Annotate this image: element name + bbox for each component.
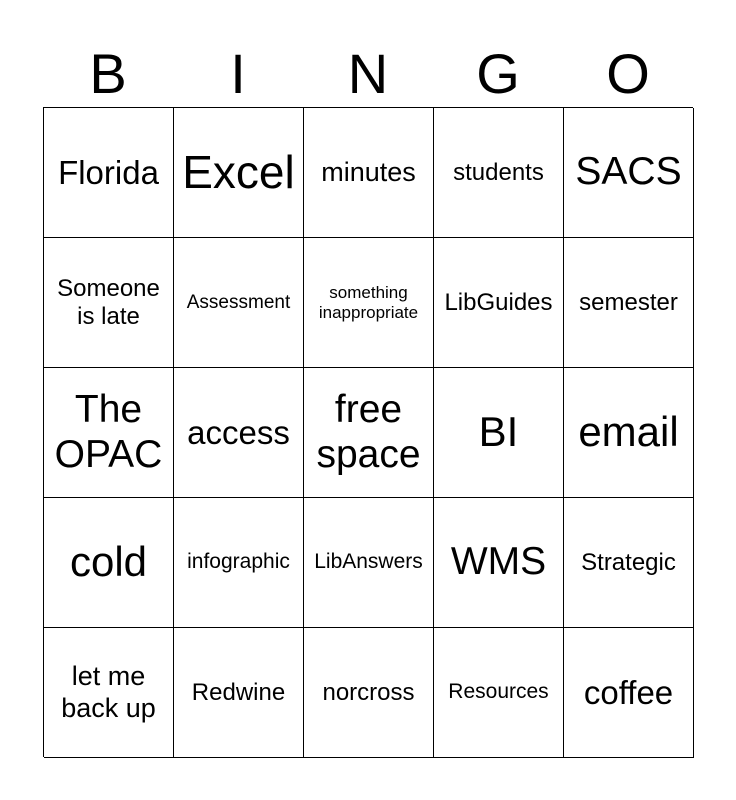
bingo-cell-r5-c2[interactable] [174,628,304,758]
bingo-cell-r3-c5[interactable] [564,368,694,498]
bingo-cell-r4-c4[interactable] [434,498,564,628]
bingo-cell-r5-c4[interactable] [434,628,564,758]
header-letter-b: B [89,42,127,105]
cell-text: access [187,413,290,451]
bingo-cell-r4-c5[interactable] [564,498,694,628]
bingo-grid [43,107,693,757]
cell-text: Redwine [191,678,286,706]
header-letter-n: N [347,42,389,105]
bingo-cell-r3-c1[interactable] [44,368,174,498]
cell-text: coffee [583,673,674,711]
cell-text: something inappropriate [318,282,419,322]
bingo-cell-r3-c2[interactable] [174,368,304,498]
cell-text: LibGuides [444,288,553,316]
bingo-cell-r1-c5[interactable] [564,108,694,238]
cell-text: Someone is late [57,274,160,330]
cell-text: infographic [187,550,290,574]
cell-text: SACS [575,150,682,194]
bingo-cell-r2-c5[interactable] [564,238,694,368]
header-letter-g: G [476,42,520,105]
cell-text: Strategic [581,548,676,576]
bingo-header [43,42,693,106]
bingo-cell-r2-c4[interactable] [434,238,564,368]
cell-text: students [453,158,544,186]
cell-text: Florida [58,153,159,191]
cell-text: minutes [321,156,416,187]
cell-text: semester [579,288,678,316]
cell-text: let me back up [61,661,156,723]
cell-text: LibAnswers [314,550,423,574]
bingo-cell-r1-c4[interactable] [434,108,564,238]
cell-text: The OPAC [54,387,163,476]
bingo-cell-r3-c4[interactable] [434,368,564,498]
bingo-cell-r5-c1[interactable] [44,628,174,758]
bingo-cell-r3-c3[interactable] [304,368,434,498]
bingo-cell-r5-c5[interactable] [564,628,694,758]
cell-text: BI [478,408,519,456]
cell-text: norcross [322,678,415,706]
bingo-cell-r5-c3[interactable] [304,628,434,758]
cell-text: cold [69,538,148,586]
bingo-cell-r2-c1[interactable] [44,238,174,368]
bingo-cell-r2-c3[interactable] [304,238,434,368]
cell-text: free space [316,387,421,476]
cell-text: Excel [182,146,295,199]
cell-text: email [578,408,679,456]
bingo-cell-r1-c1[interactable] [44,108,174,238]
cell-text: Resources [448,680,549,704]
bingo-cell-r1-c3[interactable] [304,108,434,238]
bingo-cell-r4-c1[interactable] [44,498,174,628]
cell-text: WMS [450,540,547,584]
cell-text: Assessment [186,291,291,313]
bingo-cell-r2-c2[interactable] [174,238,304,368]
bingo-cell-r4-c3[interactable] [304,498,434,628]
bingo-cell-r1-c2[interactable] [174,108,304,238]
header-letter-i: I [230,42,246,105]
header-letter-o: O [606,42,650,105]
bingo-cell-r4-c2[interactable] [174,498,304,628]
